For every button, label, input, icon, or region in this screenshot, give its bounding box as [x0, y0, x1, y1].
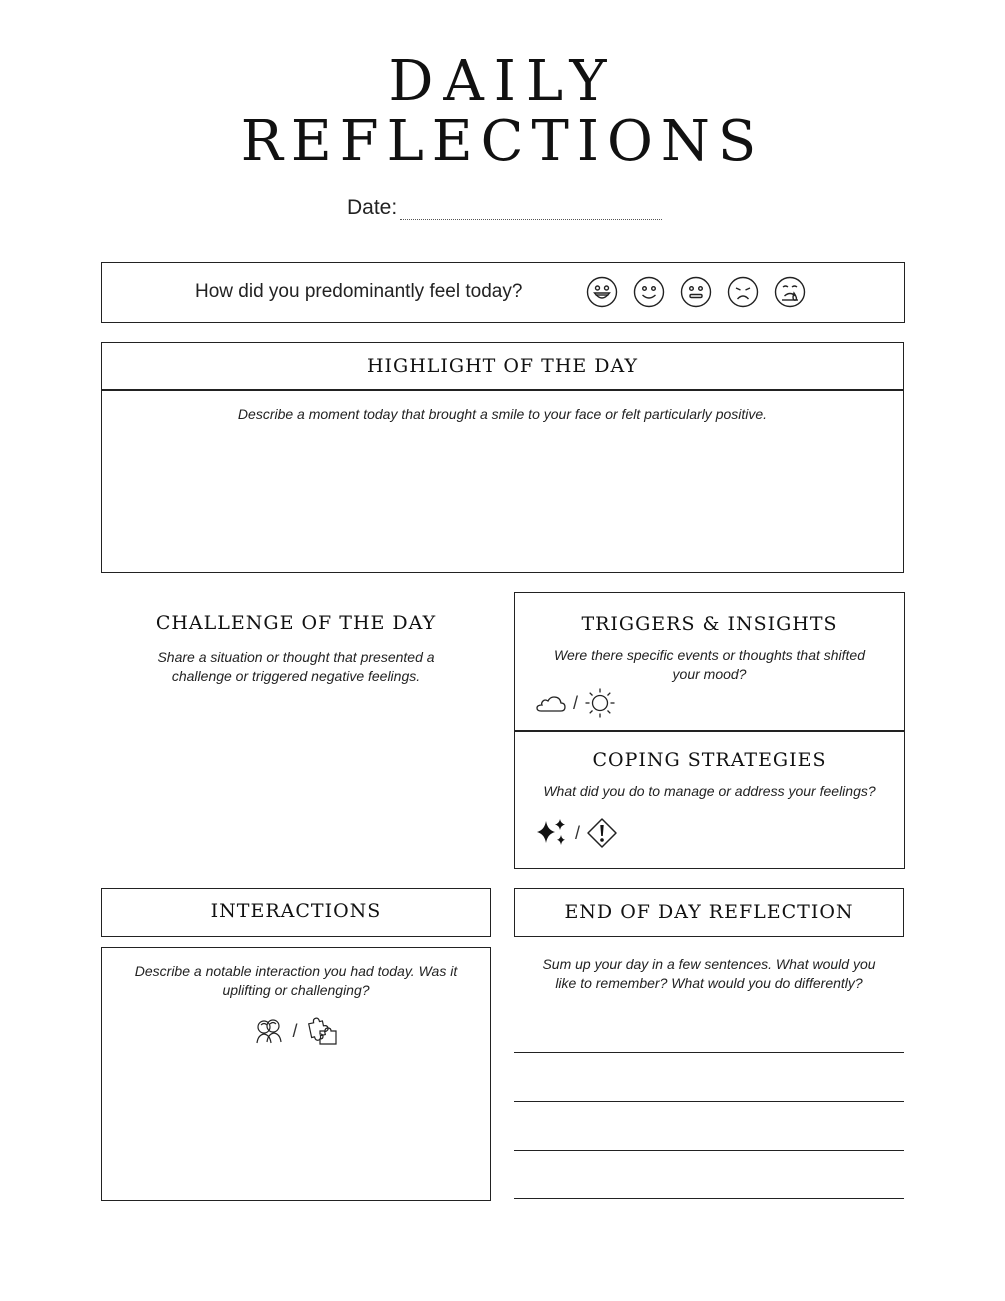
- coping-section[interactable]: [514, 730, 905, 869]
- mood-question: How did you predominantly feel today?: [195, 281, 523, 302]
- mood-section: [101, 262, 905, 323]
- date-field[interactable]: [400, 193, 662, 220]
- triggers-heading: TRIGGERS & INSIGHTS: [581, 613, 838, 635]
- end-of-day-prompt: Sum up your day in a few sentences. What would you like to remember? What would you do differently?: [542, 956, 876, 991]
- highlight-body[interactable]: [101, 389, 904, 573]
- very-happy-face-icon[interactable]: [586, 276, 618, 308]
- end-of-day-heading: END OF DAY REFLECTION: [564, 901, 854, 923]
- people-icon: [254, 1016, 284, 1046]
- happy-face-icon[interactable]: [633, 276, 665, 308]
- coping-heading: COPING STRATEGIES: [592, 749, 827, 771]
- challenge-heading: CHALLENGE OF THE DAY: [155, 612, 437, 634]
- sad-face-icon[interactable]: [727, 276, 759, 308]
- coping-icons: [535, 817, 618, 849]
- neutral-face-icon[interactable]: [680, 276, 712, 308]
- highlight-header: [101, 342, 904, 391]
- highlight-prompt: Describe a moment today that brought a smile to your face or felt particularly positive.: [237, 406, 768, 422]
- coping-separator: /: [575, 822, 581, 843]
- highlight-heading: HIGHLIGHT OF THE DAY: [366, 355, 639, 377]
- date-label: Date:: [347, 196, 398, 219]
- cloud-icon: [535, 691, 567, 715]
- interactions-icons: [102, 1016, 490, 1046]
- challenge-section[interactable]: [101, 612, 491, 686]
- sun-icon: [584, 687, 616, 719]
- coping-prompt: What did you do to manage or address your feelings?: [543, 783, 876, 799]
- interactions-body[interactable]: [101, 947, 491, 1201]
- warning-icon: [586, 817, 618, 849]
- crying-face-icon[interactable]: [774, 276, 806, 308]
- puzzle-icon: [306, 1016, 338, 1046]
- writing-line[interactable]: [514, 1198, 904, 1199]
- date-row: [347, 190, 662, 220]
- title-line-2: REFLECTIONS: [240, 109, 765, 174]
- triggers-section[interactable]: [514, 592, 905, 732]
- triggers-separator: /: [573, 692, 579, 713]
- end-of-day-header: [514, 888, 904, 937]
- challenge-prompt: Share a situation or thought that presented a challenge or triggered negative feelings.: [157, 649, 435, 684]
- writing-line[interactable]: [514, 1052, 904, 1053]
- interactions-heading: INTERACTIONS: [210, 900, 382, 922]
- writing-line[interactable]: [514, 1101, 904, 1102]
- end-of-day-prompt-wrap: [514, 955, 904, 993]
- sparkles-icon: [535, 818, 569, 848]
- mood-faces: [586, 276, 806, 308]
- interactions-separator: /: [292, 1020, 298, 1041]
- title-line-1: DAILY: [388, 49, 617, 114]
- interactions-prompt: Describe a notable interaction you had today. Was it uplifting or challenging?: [134, 963, 458, 998]
- triggers-prompt: Were there specific events or thoughts that shifted your mood?: [553, 647, 866, 682]
- writing-line[interactable]: [514, 1150, 904, 1151]
- triggers-icons: [535, 687, 616, 719]
- interactions-header: [101, 888, 491, 937]
